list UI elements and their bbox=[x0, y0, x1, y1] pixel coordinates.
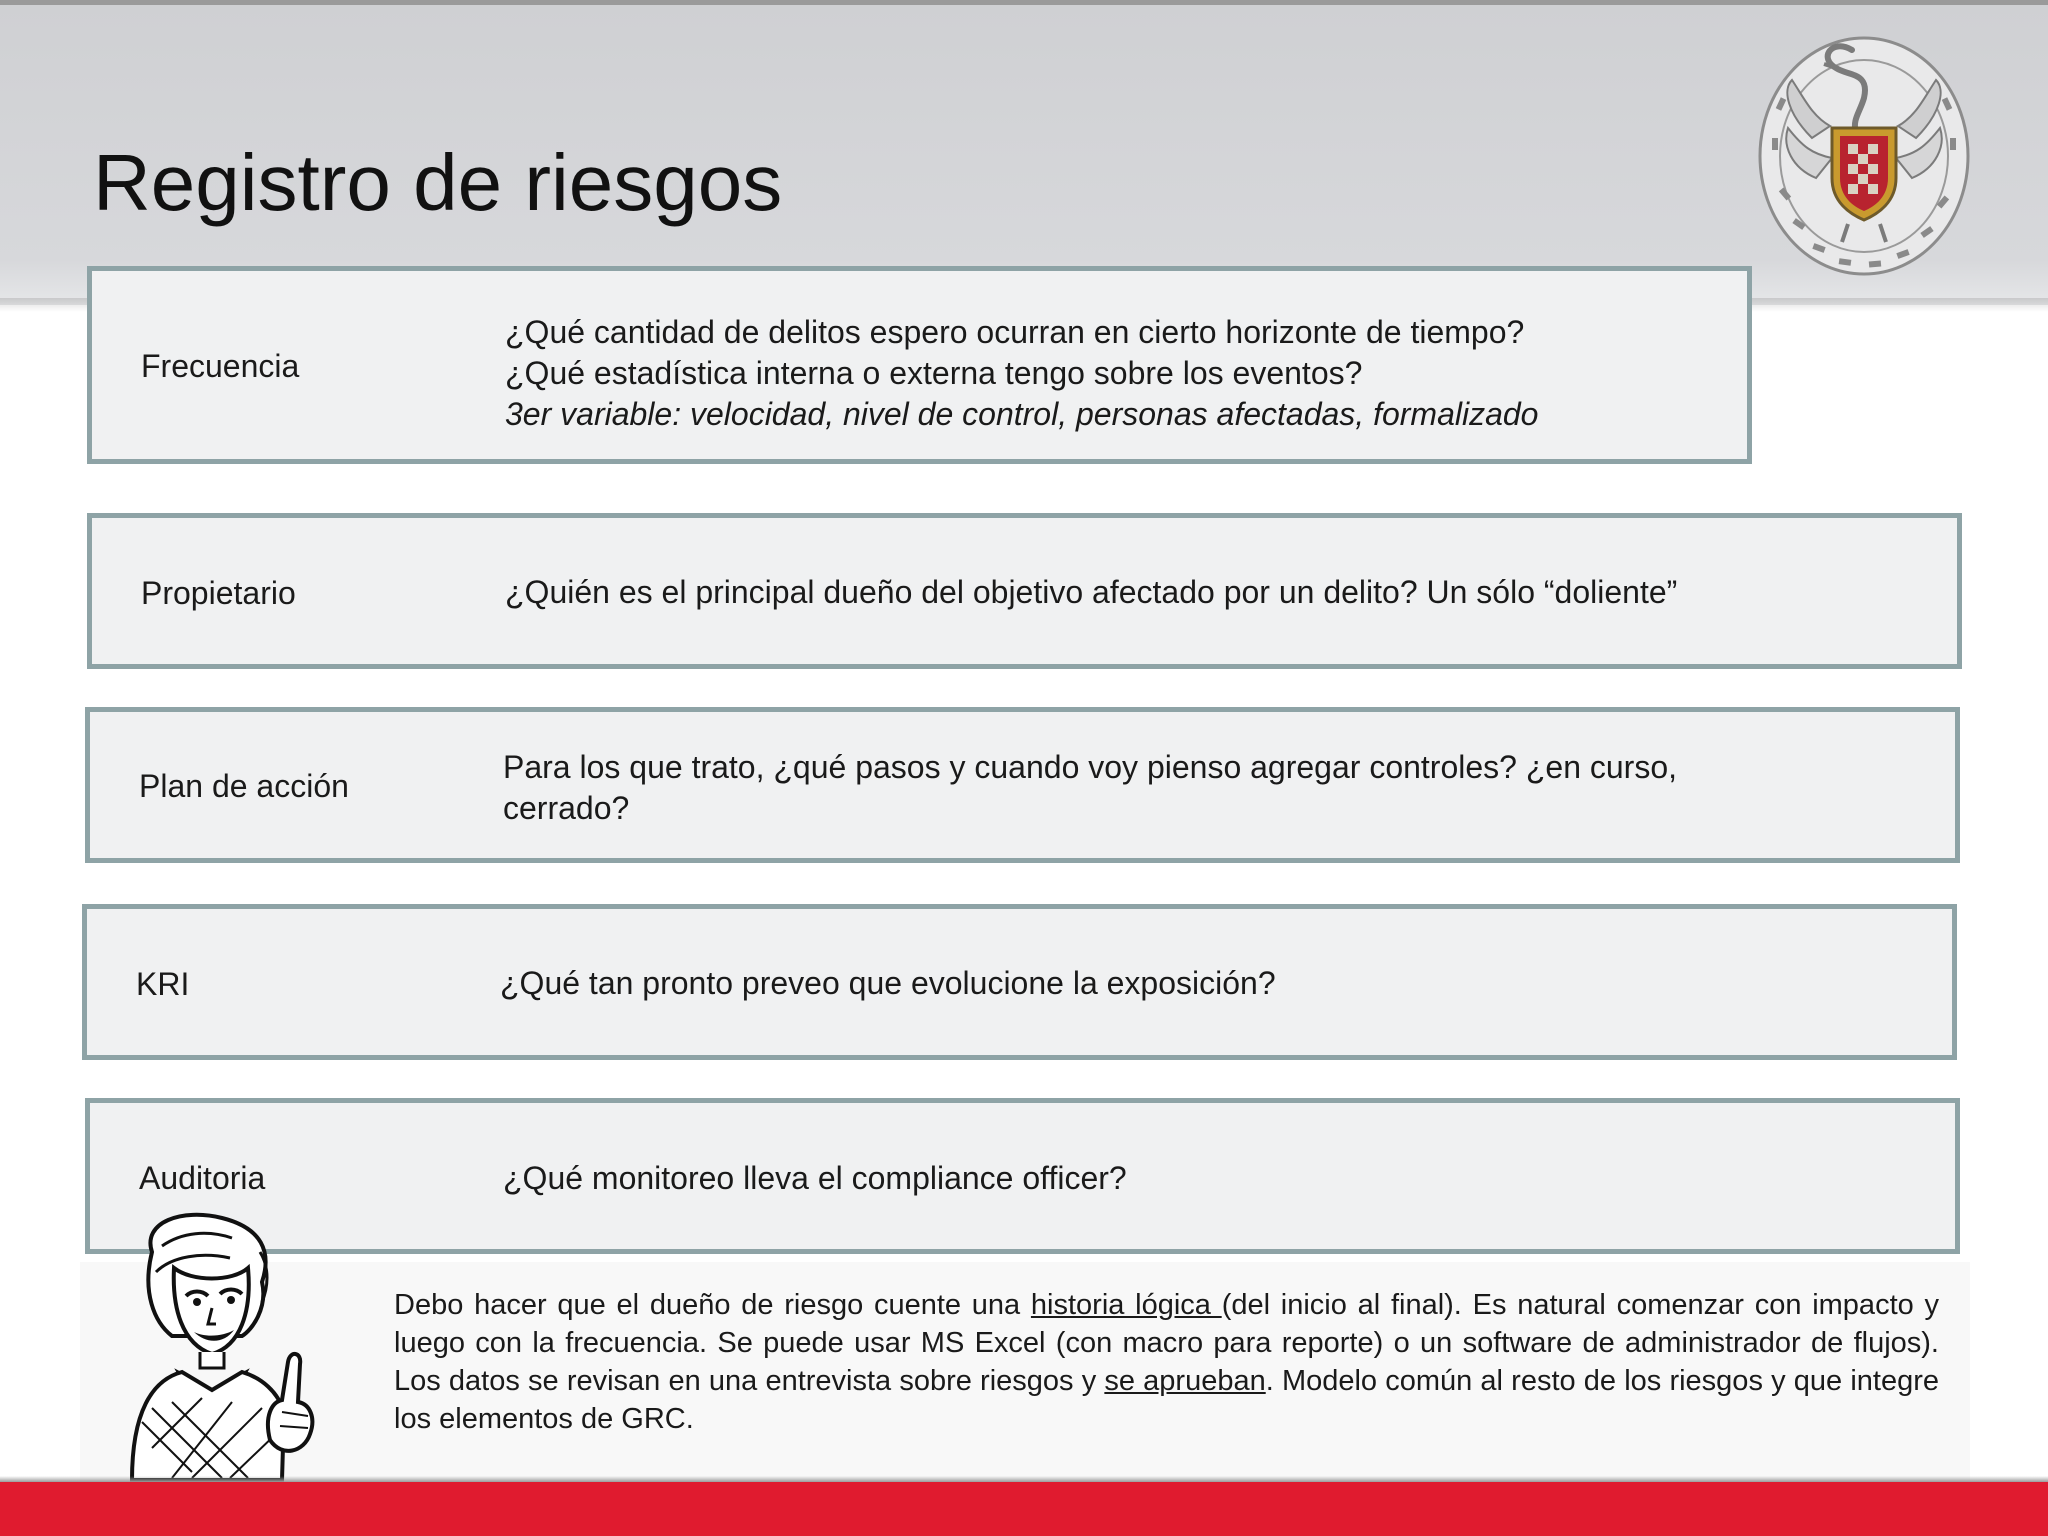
note-link-se-aprueban: se aprueban bbox=[1104, 1365, 1266, 1397]
row-desc-propietario bbox=[505, 572, 1677, 613]
row-label-kri: KRI bbox=[136, 966, 190, 1002]
note-text-part2: (del inicio al final). Es natural comenzar con impacto y luego con la frecuencia. Se puede usar MS Excel (con macro para reporte) o un software de administrador de flujos). Los datos se revisan en una entrevista sobre riesgos y bbox=[394, 1289, 1940, 1397]
row-desc-frecuencia bbox=[505, 312, 1538, 435]
desc-line: ¿Qué estadística interna o externa tengo sobre los eventos? bbox=[505, 355, 1363, 391]
desc-line: ¿Qué tan pronto preveo que evolucione la exposición? bbox=[500, 965, 1276, 1001]
row-desc-kri bbox=[500, 963, 1276, 1004]
page-title: Registro de riesgos bbox=[93, 138, 783, 227]
desc-line: cerrado? bbox=[503, 790, 630, 826]
desc-line-italic: 3er variable: velocidad, nivel de control, personas afectadas, formalizado bbox=[505, 396, 1539, 432]
desc-line: ¿Quién es el principal dueño del objetivo afectado por un delito? Un sólo “doliente” bbox=[505, 574, 1678, 610]
row-label-plan-de-accion: Plan de acción bbox=[139, 768, 349, 804]
desc-line: Para los que trato, ¿qué pasos y cuando voy pienso agregar controles? ¿en curso, bbox=[503, 749, 1678, 785]
desc-line: ¿Qué monitoreo lleva el compliance officer? bbox=[503, 1160, 1127, 1196]
desc-line: ¿Qué cantidad de delitos espero ocurran en cierto horizonte de tiempo? bbox=[505, 314, 1525, 350]
note-text-part1: Debo hacer que el dueño de riesgo cuente una bbox=[394, 1289, 1031, 1321]
row-desc-auditoria bbox=[503, 1158, 1127, 1199]
row-desc-plan-de-accion bbox=[503, 747, 1677, 829]
row-label-auditoria: Auditoria bbox=[139, 1160, 266, 1196]
row-label-frecuencia: Frecuencia bbox=[141, 348, 300, 384]
footer-red-band bbox=[0, 1482, 2048, 1536]
note-text-part3: . Modelo común al resto de los riesgos y que integre los elementos de GRC. bbox=[394, 1365, 1939, 1435]
university-seal-icon bbox=[1752, 28, 1980, 290]
retro-woman-pointing-icon bbox=[112, 1212, 342, 1484]
row-label-propietario: Propietario bbox=[141, 575, 296, 611]
note-paragraph bbox=[394, 1286, 1939, 1438]
note-link-historia-logica: historia lógica bbox=[1030, 1289, 1222, 1321]
